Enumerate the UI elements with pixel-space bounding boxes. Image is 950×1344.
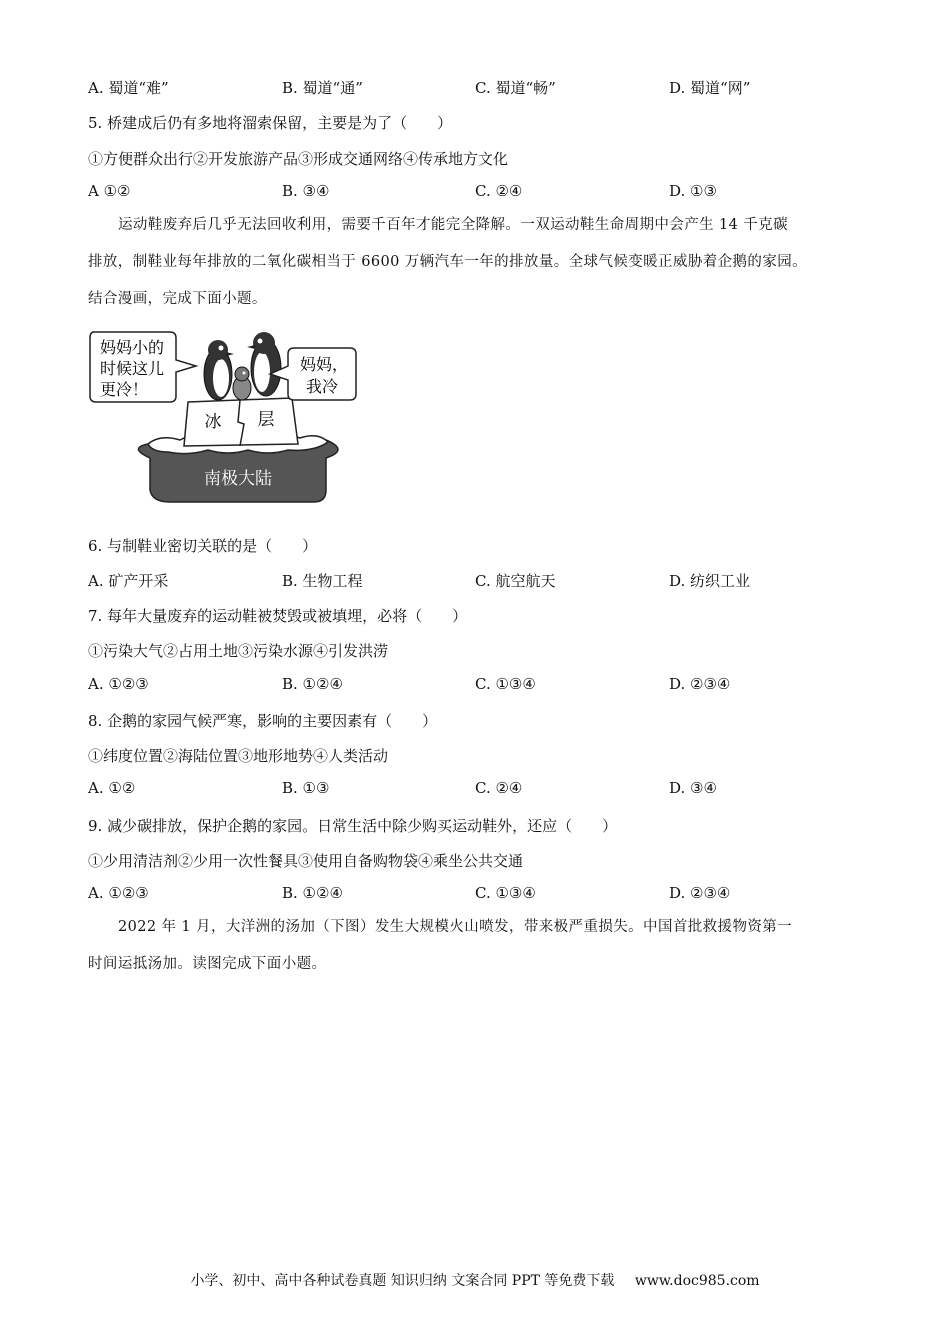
q8-option-a: A. ①②	[88, 779, 136, 797]
continent-label: 南极大陆	[204, 469, 272, 489]
footer-text: 小学、初中、高中各种试卷真题 知识归纳 文案合同 PPT 等免费下载	[190, 1273, 615, 1289]
q8-option-d: D. ③④	[669, 779, 717, 797]
q6-option-d: D. 纺织工业	[669, 572, 751, 590]
q4-option-c: C. 蜀道“畅”	[475, 79, 556, 97]
ice-label-left: 冰	[204, 412, 222, 432]
q7-option-d: D. ②③④	[669, 675, 731, 693]
penguin-chick	[233, 367, 251, 400]
q7-option-c: C. ①③④	[475, 675, 536, 693]
penguin-mother-right	[247, 332, 281, 396]
q6-option-b: B. 生物工程	[282, 572, 363, 590]
ice-label-right: 层	[257, 410, 275, 430]
footer-url[interactable]: www.doc985.com	[634, 1273, 760, 1289]
penguin-cartoon	[88, 326, 358, 506]
q5-option-c: C. ②④	[475, 182, 523, 200]
q6-stem: 6. 与制鞋业密切关联的是（ ）	[88, 537, 318, 555]
q7-option-a: A. ①②③	[88, 675, 149, 693]
q4-option-b: B. 蜀道“通”	[282, 79, 363, 97]
left-bubble-line-2: 时候这儿	[100, 359, 165, 378]
q5-items: ①方便群众出行②开发旅游产品③形成交通网络④传承地方文化	[88, 150, 509, 168]
passage-line-3: 结合漫画，完成下面小题。	[88, 291, 267, 307]
q9-option-c: C. ①③④	[475, 884, 536, 902]
right-bubble-line-2: 我冷	[306, 377, 339, 396]
q9-option-a: A. ①②③	[88, 884, 149, 902]
q8-option-c: C. ②④	[475, 779, 523, 797]
q4-option-a: A. 蜀道“难”	[88, 79, 169, 97]
q5-option-d: D. ①③	[669, 182, 717, 200]
q8-items: ①纬度位置②海陆位置③地形地势④人类活动	[88, 747, 389, 765]
q6-option-c: C. 航空航天	[475, 572, 556, 590]
passage2-line-2: 时间运抵汤加。读图完成下面小题。	[88, 956, 327, 972]
q7-option-b: B. ①②④	[282, 675, 343, 693]
left-bubble-line-3: 更冷！	[100, 380, 149, 399]
penguin-cartoon-illustration	[88, 326, 358, 506]
passage-shoes	[88, 207, 878, 318]
page-footer	[0, 1270, 950, 1290]
penguin-mother-left	[204, 340, 234, 400]
q5-option-a: A ①②	[88, 182, 131, 200]
right-bubble-line-1: 妈妈，	[300, 355, 349, 374]
q8-option-b: B. ①③	[282, 779, 330, 797]
q9-option-d: D. ②③④	[669, 884, 731, 902]
q7-items: ①污染大气②占用土地③污染水源④引发洪涝	[88, 642, 389, 660]
passage-line-2: 排放，制鞋业每年排放的二氧化碳相当于 6600 万辆汽车一年的排放量。全球气候变暖正威胁着企鹅的家园。	[88, 254, 808, 270]
q5-stem: 5. 桥建成后仍有多地将溜索保留，主要是为了（ ）	[88, 114, 453, 132]
left-bubble-line-1: 妈妈小的	[100, 338, 165, 357]
q9-items: ①少用清洁剂②少用一次性餐具③使用自备购物袋④乘坐公共交通	[88, 852, 524, 870]
q8-stem: 8. 企鹅的家园气候严寒，影响的主要因素有（ ）	[88, 712, 438, 730]
passage-tonga	[88, 909, 878, 983]
q7-stem: 7. 每年大量废弃的运动鞋被焚毁或被填埋，必将（ ）	[88, 607, 468, 625]
q6-option-a: A. 矿产开采	[88, 572, 169, 590]
passage-line-1: 运动鞋废弃后几乎无法回收利用，需要千百年才能完全降解。一双运动鞋生命周期中会产生 14 千克碳	[118, 217, 788, 233]
q4-option-d: D. 蜀道“网”	[669, 79, 751, 97]
q9-option-b: B. ①②④	[282, 884, 343, 902]
q5-option-b: B. ③④	[282, 182, 330, 200]
passage2-line-1: 2022 年 1 月，大洋洲的汤加（下图）发生大规模火山喷发，带来极严重损失。中国首批救援物资第一	[118, 919, 793, 935]
q9-stem: 9. 减少碳排放，保护企鹅的家园。日常生活中除少购买运动鞋外，还应（ ）	[88, 817, 618, 835]
